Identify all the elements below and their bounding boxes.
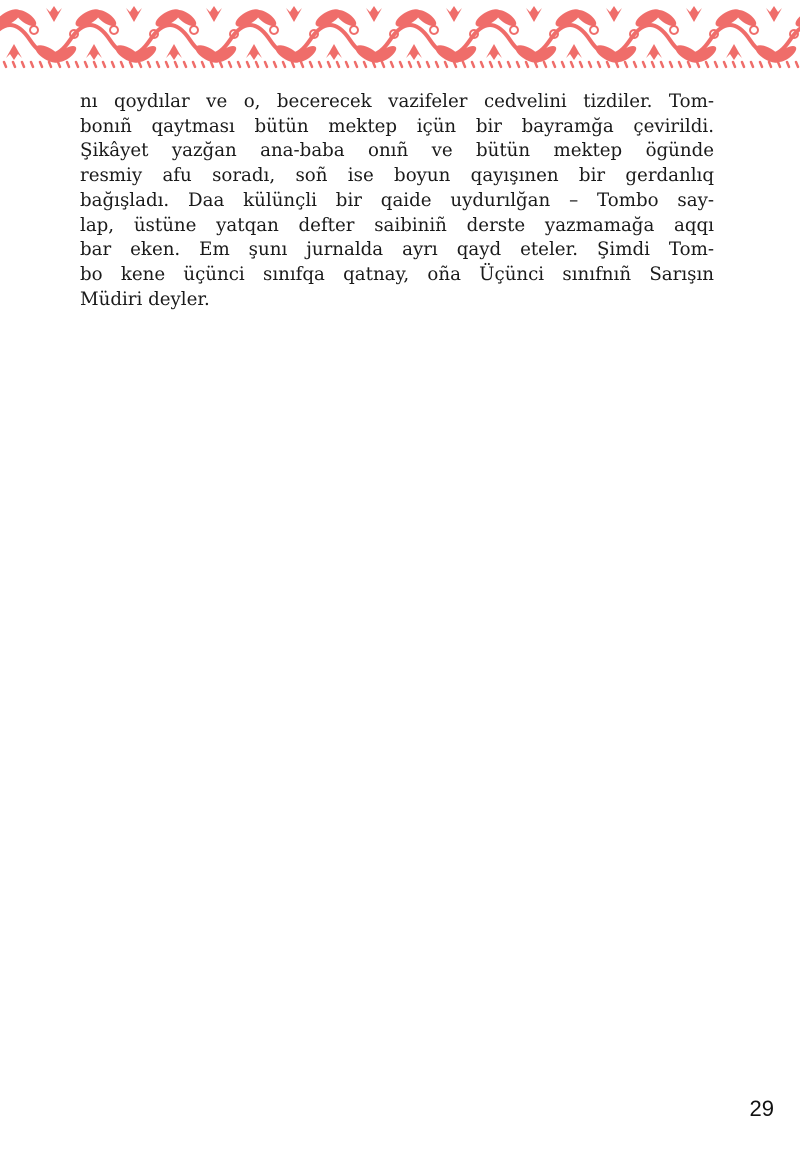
text-line: Şikâyet yazğan ana-baba onıñ ve bütün mektep ögünde	[80, 140, 714, 162]
text-line: bo kene üçünci sınıfqa qatnay, oña Üçünci sınıfnıñ Sarışın	[80, 263, 714, 285]
text-line: bonıñ qaytması bütün mektep içün bir bayramğa çevirildi.	[80, 115, 714, 137]
floral-ornament-border	[0, 0, 800, 78]
text-line: bağışladı. Daa külünçli bir qaide uydurılğan – Tombo say-	[80, 189, 714, 211]
text-line: nı qoydılar ve o, becerecek vazifeler cedvelini tizdiler. Tom-	[80, 91, 714, 112]
text-line: bar eken. Em şunı jurnalda ayrı qayd eteler. Şimdi Tom-	[80, 239, 714, 261]
body-text	[80, 90, 714, 312]
page-number: 29	[749, 1096, 774, 1121]
text-line: Müdiri deyler.	[80, 288, 210, 310]
text-line: resmiy afu soradı, soñ ise boyun qayışınen bir gerdanlıq	[80, 165, 714, 187]
text-line: lap, üstüne yatqan defter saibiniñ derste yazmamağa aqqı	[80, 214, 714, 236]
floral-ornament-icon	[0, 0, 800, 78]
